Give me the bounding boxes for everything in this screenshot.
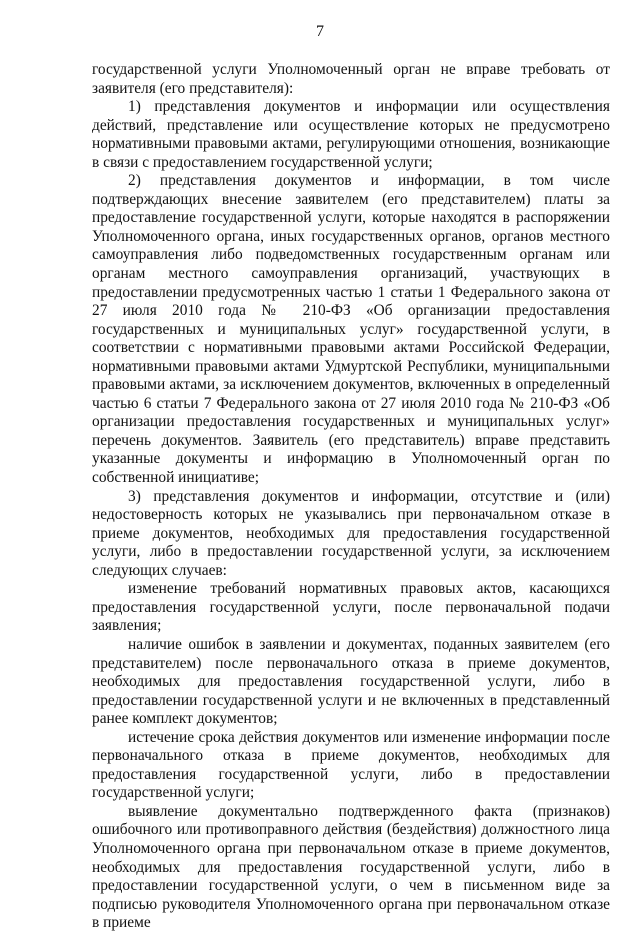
document-body (92, 61, 610, 933)
paragraph-continuation: государственной услуги Уполномоченный орган не вправе требовать от заявителя (его представителя): (92, 61, 610, 97)
paragraph-exception-4: выявление документально подтвержденного факта (признаков) ошибочного или противоправного действия (бездействия) должностного лица Уполномоченного органа при первоначальном отказе в приеме документов, необходимых для предоставления государственной услуги, либо в предоставлении государственной услуги, о чем в письменном виде за подписью руководителя Уполномоченного органа при первоначальном отказе в приеме (92, 802, 610, 932)
paragraph-exception-1: изменение требований нормативных правовых актов, касающихся предоставления государственной услуги, после первоначальной подачи заявления; (92, 580, 610, 635)
page-number: 7 (316, 23, 324, 40)
paragraph-exception-3: истечение срока действия документов или изменение информации после первоначального отказа в приеме документов, необходимых для предоставления государственной услуги, либо в предоставлении государственной услуги; (92, 728, 610, 802)
paragraph-item-1: 1) представления документов и информации или осуществления действий, представление или осуществление которых не предусмотрено нормативными правовыми актами, регулирующими отношения, возникающие в связи с предоставлением государственной услуги; (92, 98, 610, 171)
paragraph-exception-2: наличие ошибок в заявлении и документах, поданных заявителем (его представителем) после первоначального отказа в приеме документов, необходимых для предоставления государственной услуги, либо в предоставлении государственной услуги и не включенных в представленный ранее комплект документов; (92, 635, 610, 728)
paragraph-item-3: 3) представления документов и информации, отсутствие и (или) недостоверность которых не указывались при первоначальном отказе в приеме документов, необходимых для предоставления государственной услуги, либо в предоставлении государственной услуги, за исключением следующих случаев: (92, 487, 610, 579)
paragraph-item-2: 2) представления документов и информации, в том числе подтверждающих внесение заявителем (его представителем) платы за предоставление государственной услуги, которые находятся в распоряжении Уполномоченного органа, иных государственных органов, органов местного самоуправления либо подведомственных государственным органам или органам местного самоуправления организаций, участвующих в предоставлении предусмотренных частью 1 статьи 1 Федерального закона от 27 июля 2010 года № 210-ФЗ «Об организации предоставления государственных и муниципальных услуг» государственной услуги, в соответствии с нормативными правовыми актами Российской Федерации, нормативными правовыми актами Удмуртской Республики, муниципальными правовыми актами, за исключением документов, включенных в определенный частью 6 статьи 7 Федерального закона от 27 июля 2010 года № 210-ФЗ «Об организации предоставления государственных и муниципальных услуг» перечень документов. Заявитель (его представитель) вправе представить указанные документы и информацию в Уполномоченный орган по собственной инициативе; (92, 172, 610, 487)
